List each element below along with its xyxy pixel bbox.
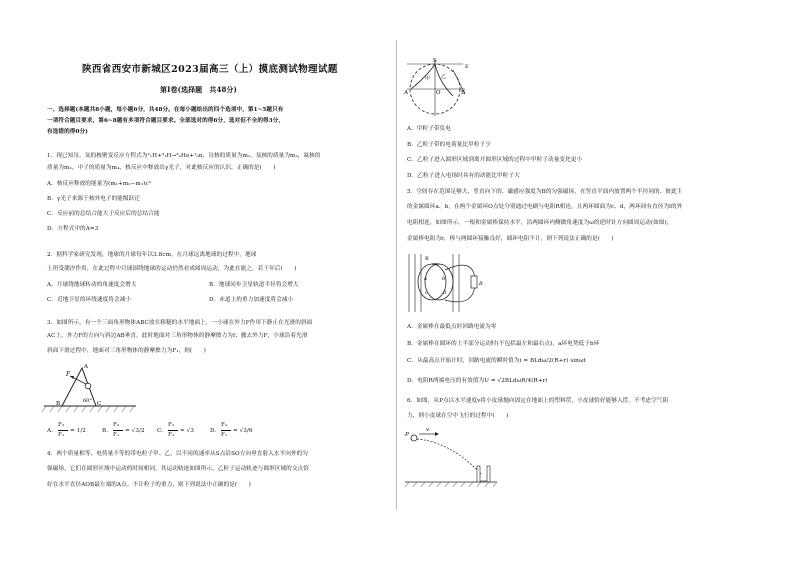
circle-field-figure: [403, 56, 473, 122]
option-text: C．从最高点开始计时，回路电流的瞬时值为i = BLdω/2(R+r) sinωt: [407, 358, 586, 364]
ratio-value: = √3: [180, 428, 194, 434]
point-o-label: O: [436, 90, 441, 96]
rings-figure: [405, 250, 489, 316]
option-text: C．乙粒子进入圆形区域到离开圆形区域的过程中甲粒子动量变化更小: [407, 157, 583, 163]
instructions-line: 有选错的得0分): [47, 129, 88, 135]
option-text: B．乙粒子带的电荷量比甲粒子少: [407, 142, 491, 148]
question-text: 电阻相连，如图所示。一根和金属棒保持水平，沿两圆环内侧做角速度为ω的逆时针方向圆周运动(如图)，: [407, 220, 673, 226]
ratio-denominator: F₁: [168, 432, 175, 438]
option-text: A．甲粒子带负电: [407, 126, 451, 132]
question-text: 好在水平直径AOB最左端的A点。不计粒子的重力，则下列说法中正确的是( ): [47, 482, 251, 488]
option-text: A．金属棒在最低点时回路电流为零: [407, 324, 497, 330]
question-text: 6．如图，从P点以水平速度v将小皮球抛向固定在地面上的塑料筐，小皮球恰好能够入筐。不考虑空气阻: [407, 398, 669, 404]
ratio-numerator: F₂: [221, 422, 228, 428]
angle-label: 60°: [83, 398, 92, 404]
option-text: D．乙粒子进入电场时具有的动能比甲粒子大: [407, 173, 520, 179]
point-a-label: A: [404, 90, 408, 96]
resistor-label: R: [479, 281, 483, 287]
question-text: 5．空间存在范围足够大、竖直向下的、磁感应强度为B的匀强磁场，在竖直平面内放置两个半径同的、彼此主: [407, 189, 683, 195]
vertex-a-label: A: [84, 364, 88, 370]
ratio-denominator: F₁: [221, 432, 228, 438]
option-letter: C．: [157, 428, 168, 434]
option-text: D．电阻R两端电压的有效值为U = √2BLdωR/4(R+r): [407, 378, 548, 384]
question-text: 上所受潮汐作用，在此过程中月球围绕地球的运动仍然看成圆周运动，为此在能之，若干年后( ): [47, 266, 297, 272]
question-text: 1．现已知氘、氚的核聚变反应方程式为²₁H+³₁H→⁴₂He+¹₀n，氘核的质量为m₁，氚核的质量为m₂，氦核的: [47, 153, 321, 159]
section-subtitle: 第Ⅰ卷(选择题 共48分): [160, 85, 237, 94]
option-text: C．反应前的总结合能大于反应后的总结合能: [47, 211, 160, 217]
page-title: 陕西省西安市新城区2023届高三（上）摸底测试物理试题: [82, 64, 338, 75]
ratio-denominator: F₁: [113, 432, 120, 438]
question-text: 的金属圆环a、b，在两个金属环O点处分别通过电刷与电阻R相连，且两环圆面为c、d，两环间有直径为l的外: [407, 204, 683, 210]
ratio-value: = 1/2: [70, 428, 86, 434]
field-b-label: B: [425, 256, 429, 262]
instructions-line: 一项符合题目要求，第6~8题有多项符合题目要求。全部选对的得6分，选对但不全的得3分，: [47, 118, 285, 124]
ratio-numerator: F₂: [168, 422, 175, 428]
e-label: E: [465, 64, 469, 70]
point-c-label: c: [425, 290, 428, 296]
option-text: B．γ光子来源于核外电子的能级跃迁: [47, 196, 141, 202]
question-text: 3．如图所示，有一个三面角形物体ABC放在粗糙的水平地面上，一小球在外力F作用下静止在光滑的斜面: [47, 320, 313, 326]
ratio-value: = √3/2: [125, 428, 145, 434]
triangle-figure: [40, 362, 140, 418]
question-text: 力，则小皮球在空中飞行的过程中( ): [407, 413, 509, 419]
vertex-c-label: C: [97, 401, 102, 407]
point-p-label: P: [405, 432, 409, 438]
question-text: 4．两个质量相等、电荷量不等的带电粒子甲、乙，以不同的速率从S点沿SO方向垂直射入水平向外的匀: [47, 451, 309, 457]
force-label: F: [66, 371, 71, 378]
ratio-numerator: F₂: [113, 422, 120, 428]
option-text: A．月球绕地球转动的角速度会增大: [47, 282, 137, 288]
option-text: A．核反应释放的能量为(m₁+m₂−m₃)c²: [47, 181, 152, 187]
velocity-label: v: [426, 427, 430, 433]
option-text: D．赤道上的重力加速度将会减小: [209, 297, 294, 303]
option-letter: B．: [102, 428, 112, 434]
option-text: B．金属棒在圆环的上半部分运动时(不包括最左和最右点)，a环电势低于b环: [407, 341, 600, 347]
point-b-label: B: [461, 90, 466, 96]
question-text: 质量为m₃，中子的质量为m₄，核反应中释放出γ光子，对此核反应的认识，正确的是( ): [47, 165, 276, 171]
ratio-numerator: F₂: [58, 422, 65, 428]
option-letter: A．: [47, 428, 57, 434]
jia-label: 甲: [425, 76, 431, 82]
point-d-label: d: [443, 290, 447, 296]
yi-label: 乙: [441, 74, 447, 80]
ring-a-label: a: [424, 276, 427, 282]
instructions-line: 一、选择题(本题共8小题，每小题6分，共48分。在每小题给出的四个选项中，第1~5题只有: [47, 107, 284, 113]
question-text: 斜面下滑过程中，地面对三角形物体的静摩擦力为F₁，则( ): [47, 348, 206, 354]
right-column: [397, 0, 794, 562]
option-text: B．地球同步卫星轨道半径将会增大: [209, 282, 299, 288]
option-letter: D．: [210, 428, 221, 434]
ratio-value: = √3/6: [233, 428, 253, 434]
question-text: 强磁场，它们在圆形区域中运动的时间相同，其运动轨迹如图所示，乙粒子运动轨迹与圆形区域的交点恰: [47, 466, 309, 472]
question-text: AC上，外力F的方向与斜边AB垂直，此时地面对三角形物体的静摩擦力为f；撤去外力F，小球沿着光滑: [47, 333, 308, 339]
ball-basket-figure: [403, 424, 499, 490]
question-text: 金属棒电阻为r，棒与两圆环接触良好，圆环电阻不计，则下列说法正确的是( ): [407, 236, 614, 242]
point-s-label: S: [433, 58, 437, 64]
question-text: 2．据科学家研究发现，地球的月球每年以3.8cm，在月球远离地球的过程中，地球: [47, 252, 257, 258]
ring-b-label: b: [442, 276, 446, 282]
option-text: C．近地卫星的环绕速度将会减小: [47, 297, 132, 303]
ratio-denominator: F₁: [58, 432, 65, 438]
vertex-b-label: B: [56, 401, 61, 407]
option-text: D．方程式中的A=3: [47, 226, 99, 232]
